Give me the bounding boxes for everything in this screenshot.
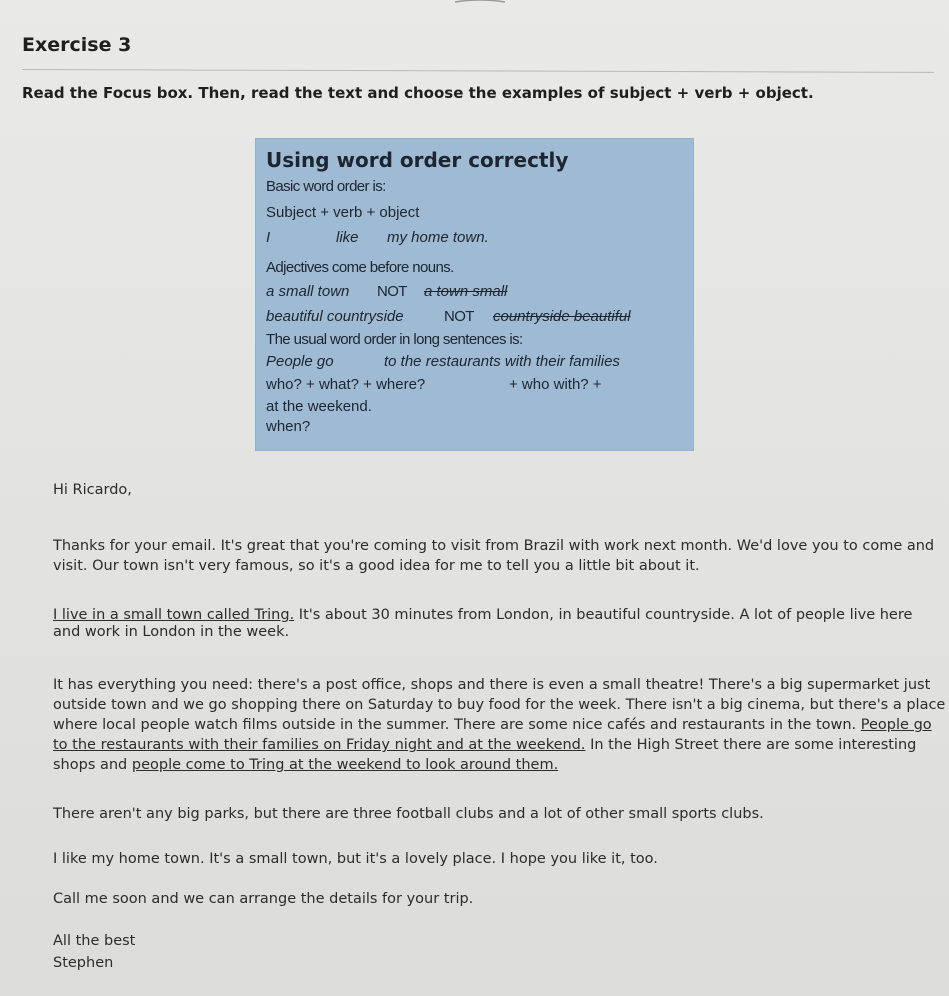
letter-signature: Stephen <box>53 955 114 971</box>
long-ex-q1: who? + what? + where? <box>266 376 426 393</box>
adjective-example-2 <box>266 308 686 328</box>
paragraph-3-text: where local people watch films outside in the summer. There are some nice cafés and restaurants in the town. <box>53 717 861 733</box>
example-verb: like <box>336 229 359 246</box>
long-ex-q3: when? <box>266 418 311 435</box>
letter-closing: All the best <box>53 933 136 949</box>
letter-greeting: Hi Ricardo, <box>53 482 132 498</box>
paragraph-6: Call me soon and we can arrange the details for your trip. <box>53 891 474 907</box>
underlined-example: people come to Tring at the weekend to look around them. <box>131 757 559 773</box>
adj-ex2-wrong: countryside beautiful <box>493 308 631 325</box>
long-sentence-rule: The usual word order in long sentences is: <box>266 331 523 348</box>
underlined-example: to the restaurants with their families on Friday night and at the weekend. <box>53 737 586 753</box>
example-object: my home town. <box>387 229 489 246</box>
long-ex-part2: to the restaurants with their families <box>384 353 620 370</box>
title-divider <box>22 69 934 73</box>
paragraph-4: There aren't any big parks, but there are three football clubs and a lot of other small sports clubs. <box>53 806 764 822</box>
focus-box <box>255 138 694 451</box>
adj-ex1-wrong: a town small <box>424 283 508 300</box>
long-sentence-example <box>266 353 686 373</box>
adjective-example-1 <box>266 283 666 303</box>
paragraph-2-line-1 <box>53 607 912 623</box>
paragraph-2-line-2: and work in London in the week. <box>53 624 290 640</box>
paragraph-3-line-3 <box>53 717 932 733</box>
underlined-example: People go <box>860 717 932 733</box>
paragraph-1-line-1: Thanks for your email. It's great that you're coming to visit from Brazil with work next month. We'd love you to come and <box>53 538 935 554</box>
basic-order-pattern: Subject + verb + object <box>266 204 420 221</box>
adj-ex1-not: NOT <box>377 283 407 300</box>
exercise-instruction: Read the Focus box. Then, read the text and choose the examples of subject + verb + object. <box>22 84 814 102</box>
paragraph-3-line-1: It has everything you need: there's a post office, shops and there is even a small theatre! There's a big supermarket just <box>53 677 931 693</box>
focus-box-title: Using word order correctly <box>266 148 569 172</box>
adjectives-rule: Adjectives come before nouns. <box>266 259 454 276</box>
paragraph-3-text: In the High Street there are some interesting <box>585 737 917 753</box>
long-sentence-questions <box>266 376 686 396</box>
basic-order-intro: Basic word order is: <box>266 178 386 195</box>
long-ex-part3: at the weekend. <box>266 398 372 415</box>
long-ex-q2: + who with? + <box>509 376 602 393</box>
adj-ex1-correct: a small town <box>266 283 350 300</box>
adj-ex2-correct: beautiful countryside <box>266 308 404 325</box>
paragraph-3-line-5 <box>53 757 558 773</box>
paragraph-3-text: shops and <box>53 757 132 773</box>
exercise-title: Exercise 3 <box>22 34 132 56</box>
example-subject: I <box>266 229 271 246</box>
underlined-example: I live in a small town called Tring. <box>53 607 295 623</box>
adj-ex2-not: NOT <box>444 308 474 325</box>
paragraph-3-line-2: outside town and we go shopping there on Saturday to buy food for the week. There isn't a big cinema, but there's a place <box>53 697 946 713</box>
paragraph-2-text: It's about 30 minutes from London, in beautiful countryside. A lot of people live here <box>294 607 913 623</box>
paragraph-5: I like my home town. It's a small town, but it's a lovely place. I hope you like it, too. <box>53 851 658 867</box>
page-top-mark <box>0 0 949 10</box>
long-ex-part1: People go <box>266 353 334 370</box>
basic-order-example <box>266 229 666 249</box>
paragraph-1-line-2: visit. Our town isn't very famous, so it's a good idea for me to tell you a little bit about it. <box>53 558 700 574</box>
paragraph-3-line-4 <box>53 737 916 753</box>
